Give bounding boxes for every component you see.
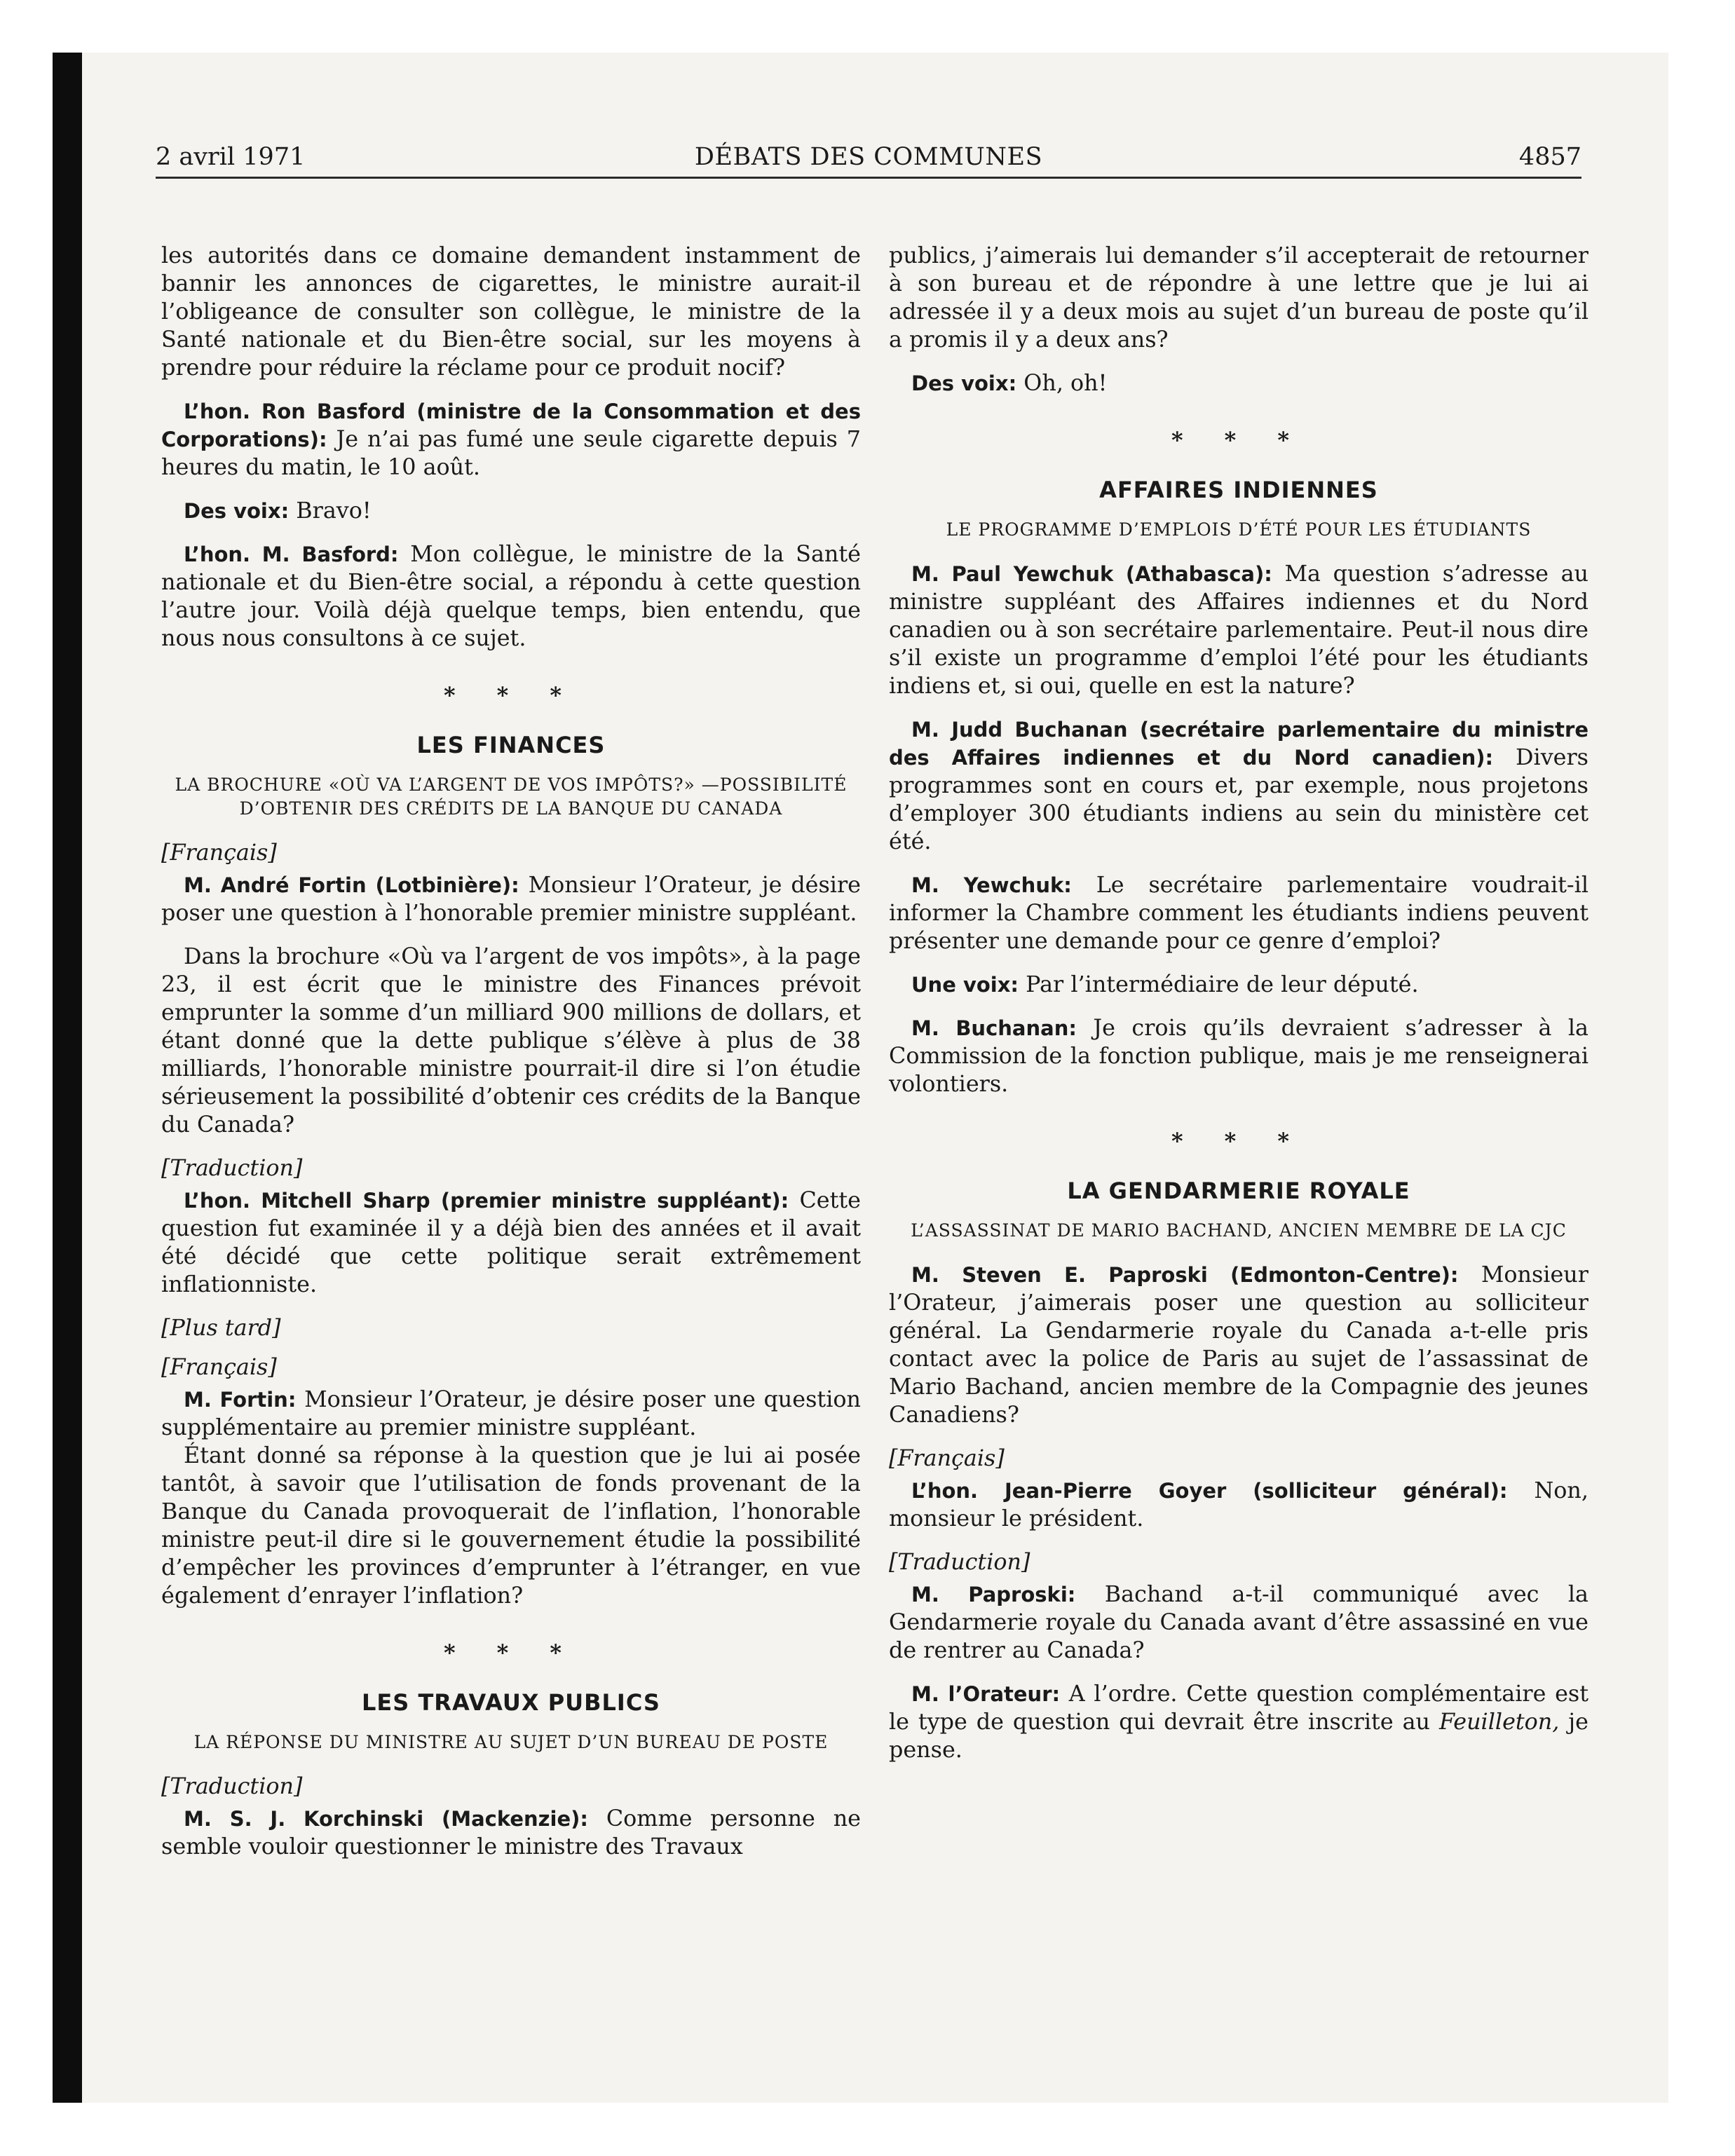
speech-text: Cette question fut examinée il y a déjà bien des années et il avait été décidé que cette politique serait extrêmement inflationniste. xyxy=(161,1187,861,1297)
subheading: LA BROCHURE «OÙ VA L’ARGENT DE VOS IMPÔTS?» —POSSIBILITÉ D’OBTENIR DES CRÉDITS DE LA BANQUE DU CANADA xyxy=(175,775,848,819)
speech xyxy=(889,560,1588,700)
speech xyxy=(161,497,861,525)
italic-term: Feuilleton, xyxy=(1438,1709,1560,1735)
language-note: [Français] xyxy=(161,840,277,866)
language-note: [Français] xyxy=(889,1445,1005,1471)
speech-text: Monsieur l’Orateur, je désire poser une question à l’honorable premier ministre suppléant. xyxy=(161,872,861,926)
speech-text: Ma question s’adresse au ministre suppléant des Affaires indiennes et du Nord canadien ou à son secrétaire parlementaire. Peut-il nous dire s’il existe un programme d’emploi l’été pour les étudiants indiens et, si oui, quelle en est la nature? xyxy=(889,561,1588,699)
left-column xyxy=(161,242,861,1876)
speaker-name: M. Buchanan: xyxy=(911,1016,1077,1040)
section-heading: LES FINANCES xyxy=(416,732,606,758)
speech xyxy=(889,1581,1588,1665)
speech-text: Bachand a-t-il communiqué avec la Gendarmerie royale du Canada avant d’être assassiné en vue de rentrer au Canada? xyxy=(889,1581,1588,1663)
speech-text: je pense. xyxy=(889,1709,1588,1763)
speaker-name: L’hon. Ron Basford (ministre de la Consommation et des Corporations): xyxy=(161,400,861,451)
speech-text: Je crois qu’ils devraient s’adresser à la Commission de la fonction publique, mais je me renseignerai volontiers. xyxy=(889,1015,1588,1097)
speaker-name: M. Fortin: xyxy=(184,1388,297,1412)
speech xyxy=(161,397,861,482)
header-page-number: 4857 xyxy=(1518,143,1581,171)
section-heading: LES TRAVAUX PUBLICS xyxy=(362,1689,660,1716)
speaker-name: L’hon. Mitchell Sharp (premier ministre suppléant): xyxy=(184,1189,789,1213)
speaker-name: M. Steven E. Paproski (Edmonton-Centre): xyxy=(911,1263,1459,1287)
speech-text: Par l’intermédiaire de leur député. xyxy=(1019,971,1419,997)
section-heading: LA GENDARMERIE ROYALE xyxy=(1067,1178,1410,1204)
speech-text: A l’ordre. Cette question complémentaire est le type de question qui devrait être inscrite au xyxy=(889,1681,1588,1735)
language-note: [Traduction] xyxy=(889,1549,1030,1575)
header-title: DÉBATS DES COMMUNES xyxy=(694,143,1043,171)
speech-text: Le secrétaire parlementaire voudrait-il informer la Chambre comment les étudiants indiens peuvent présenter une demande pour ce genre d’emploi? xyxy=(889,872,1588,954)
speech-text: Monsieur l’Orateur, j’aimerais poser une question au solliciteur général. La Gendarmerie royale du Canada a-t-elle pris contact avec la police de Paris au sujet de l’assassinat de Mario Bachand, ancien membre de la Compagnie des jeunes Canadiens? xyxy=(889,1262,1588,1428)
subheading: L’ASSASSINAT DE MARIO BACHAND, ANCIEN MEMBRE DE LA CJC xyxy=(911,1220,1567,1241)
header-date: 2 avril 1971 xyxy=(156,143,306,171)
subheading: LE PROGRAMME D’EMPLOIS D’ÉTÉ POUR LES ÉTUDIANTS xyxy=(946,519,1532,540)
section-separator: * * * xyxy=(443,1640,579,1666)
binding-edge xyxy=(53,53,82,2103)
speech-text: Non, monsieur le président. xyxy=(889,1478,1588,1531)
language-note: [Traduction] xyxy=(161,1155,303,1181)
speech xyxy=(161,1386,861,1442)
speech xyxy=(889,971,1588,999)
speech xyxy=(161,871,861,927)
speech-text: Monsieur l’Orateur, je désire poser une question supplémentaire au premier ministre suppléant. xyxy=(161,1386,861,1440)
speaker-name: M. Paproski: xyxy=(911,1583,1076,1606)
speech xyxy=(161,540,861,653)
speaker-name: M. S. J. Korchinski (Mackenzie): xyxy=(184,1807,588,1831)
speaker-name: L’hon. M. Basford: xyxy=(184,543,399,566)
paragraph: les autorités dans ce domaine demandent instamment de bannir les annonces de cigarettes, le ministre aurait-il l’obligeance de consulter son collègue, le ministre de la Santé nationale et du Bien-être social, sur les moyens à prendre pour réduire la réclame pour ce produit nocif? xyxy=(161,243,861,381)
speaker-name: M. Yewchuk: xyxy=(911,873,1072,897)
speech-text: Divers programmes sont en cours et, par exemple, nous projetons d’employer 300 étudiants indiens au sein du ministère cet été. xyxy=(889,744,1588,854)
section-separator: * * * xyxy=(443,683,579,709)
language-note: [Traduction] xyxy=(161,1773,303,1799)
speech xyxy=(161,1187,861,1299)
language-note: [Français] xyxy=(161,1354,277,1380)
section-heading: AFFAIRES INDIENNES xyxy=(1099,477,1378,503)
paragraph: publics, j’aimerais lui demander s’il accepterait de retourner à son bureau et de répondre à une lettre que je lui ai adressée il y a deux mois au sujet d’un bureau de poste qu’il a promis il y a deux ans? xyxy=(889,243,1588,353)
paragraph: Étant donné sa réponse à la question que je lui ai posée tantôt, à savoir que l’utilisation de fonds provenant de la Banque du Canada provoquerait de l’inflation, l’honorable ministre peut-il dire si le gouvernement étudie la possibilité d’empêcher les provinces d’emprunter à l’étranger, en vue également d’enrayer l’inflation? xyxy=(161,1442,861,1609)
speech-text: Comme personne ne semble vouloir questionner le ministre des Travaux xyxy=(161,1806,861,1860)
paragraph: Dans la brochure «Où va l’argent de vos impôts», à la page 23, il est écrit que le ministre des Finances prévoit emprunter la somme d’un milliard 900 millions de dollars, et étant donné que la dette publique s’élève à plus de 38 milliards, l’honorable ministre pourrait-il dire si l’on étudie sérieusement la possibilité d’obtenir ces crédits de la Banque du Canada? xyxy=(161,943,861,1138)
speech xyxy=(889,369,1588,397)
speech-text: Oh, oh! xyxy=(1016,370,1108,396)
speaker-name: L’hon. Jean-Pierre Goyer (solliciteur général): xyxy=(911,1479,1508,1503)
speaker-name: M. Judd Buchanan (secrétaire parlementaire du ministre des Affaires indiennes et du Nord canadien): xyxy=(889,718,1588,770)
speaker-name: Une voix: xyxy=(911,973,1019,997)
page-header xyxy=(156,143,1581,175)
speaker-name: M. l’Orateur: xyxy=(911,1682,1061,1706)
speech xyxy=(889,1680,1588,1764)
speech xyxy=(889,1477,1588,1533)
speaker-name: M. Paul Yewchuk (Athabasca): xyxy=(911,562,1272,586)
speech-text: Mon collègue, le ministre de la Santé nationale et du Bien-être social, a répondu à cette question l’autre jour. Voilà déjà quelque temps, bien entendu, que nous nous consultons à ce sujet. xyxy=(161,541,861,651)
speaker-name: Des voix: xyxy=(184,499,290,523)
speech-text: Bravo! xyxy=(289,498,372,524)
speech xyxy=(889,716,1588,856)
speech xyxy=(889,1261,1588,1429)
section-separator: * * * xyxy=(1171,1128,1307,1154)
header-rule xyxy=(156,177,1581,179)
speech xyxy=(161,1805,861,1861)
speech-text: Je n’ai pas fumé une seule cigarette depuis 7 heures du matin, le 10 août. xyxy=(161,426,861,480)
speech xyxy=(889,1014,1588,1098)
speech xyxy=(889,871,1588,955)
subheading: LA RÉPONSE DU MINISTRE AU SUJET D’UN BUREAU DE POSTE xyxy=(193,1732,829,1752)
speaker-name: M. André Fortin (Lotbinière): xyxy=(184,873,519,897)
speaker-name: Des voix: xyxy=(911,371,1017,395)
section-separator: * * * xyxy=(1171,428,1307,453)
right-column xyxy=(889,242,1588,1780)
time-note: [Plus tard] xyxy=(161,1315,281,1341)
